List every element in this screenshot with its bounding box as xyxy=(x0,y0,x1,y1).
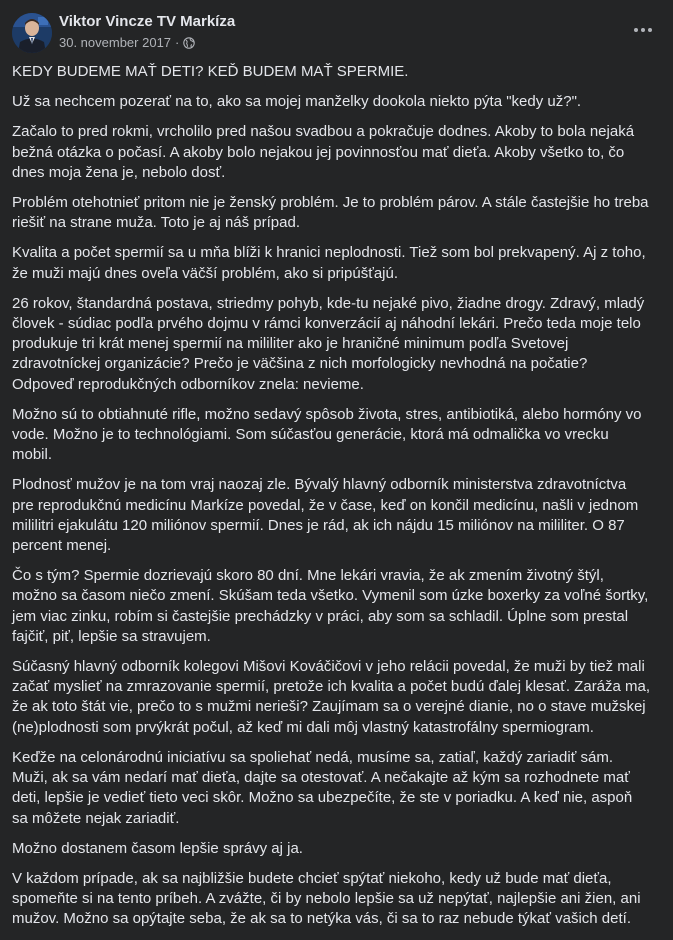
post-paragraph: Plodnosť mužov je na tom vraj naozaj zle. Bývalý hlavný odborník ministerstva zdravotníctva pre reprodukčnú medicínu Markíze povedal, že v čase, keď on končil medicínu, našli v jednom mililitri ejakulátu 120 miliónov spermií. Dnes je rád, ak ich nájdu 15 miliónov na mililiter. O 87 percent menej. xyxy=(12,476,639,555)
more-options-button[interactable] xyxy=(625,16,661,44)
post-meta xyxy=(59,35,195,50)
post-paragraph: Keďže na celonárodnú iniciatívu sa spoliehať nedá, musíme sa, zatiaľ, každý zariadiť sám. Muži, ak sa vám nedarí mať dieťa, dajte sa otestovať. A nečakajte až kým sa rozhodnete mať deti, lepšie je vedieť tieto veci skôr. Možno sa ubezpečíte, že ste v poriadku. A keď nie, aspoň sa môžete nejak zariadiť. xyxy=(12,748,633,827)
author-avatar[interactable] xyxy=(12,13,52,53)
globe-icon[interactable] xyxy=(183,37,195,49)
post-date[interactable]: 30. november 2017 xyxy=(59,35,172,50)
post-paragraph: Možno dostanem časom lepšie správy aj ja. xyxy=(12,839,303,857)
more-options-icon xyxy=(634,28,638,32)
post-body xyxy=(12,62,652,940)
meta-separator: · xyxy=(175,35,180,50)
post-paragraph: Kvalita a počet spermií sa u mňa blíži k hranici neplodnosti. Tiež som bol prekvapený. Aj z toho, že muži majú dnes oveľa väčší problém, ako si pripúšťajú. xyxy=(12,244,646,282)
avatar-image xyxy=(12,13,52,53)
more-options-icon-dot xyxy=(641,28,645,32)
post-paragraph: Možno sú to obtiahnuté rifle, možno sedavý spôsob života, stres, antibiotiká, alebo hormóny vo vode. Možno je to technológiami. Som súčasťou generácie, ktorá má odmalička vo vrecku mobil. xyxy=(12,405,642,464)
author-name[interactable]: Viktor Vincze TV Markíza xyxy=(59,13,236,30)
post-paragraph: Už sa nechcem pozerať na to, ako sa mojej manželky dookola niekto pýta "kedy už?". xyxy=(12,93,582,111)
post-paragraph: Čo s tým? Spermie dozrievajú skoro 80 dní. Mne lekári vravia, že ak zmením životný štýl, možno sa časom niečo zmení. Skúšam teda všetko. Vymenil som úzke boxerky za voľné šortky, jem viac zinku, robím si častejšie prechádzky v práci, aby som sa schladil. Úplne som prestal fajčiť, piť, lepšie sa stravujem. xyxy=(12,567,649,645)
post-paragraph: 26 rokov, štandardná postava, striedmy pohyb, kde-tu nejaké pivo, žiadne drogy. Zdravý, mladý človek - súdiac podľa prvého dojmu v rámci konverzácií aj náhodní lekári. Prečo teda moje telo produkuje tri krát menej spermií na mililiter ako je hraničné minimum podľa Svetovej zdravotníckej organizácie? Prečo je väčšina z nich morfologicky nevhodná na počatie? Odpoveď reprodukčných odborníkov znela: nevieme. xyxy=(12,294,645,393)
post-paragraph: Problém otehotnieť pritom nie je ženský problém. Je to problém párov. A stále častejšie ho treba riešiť na strane muža. Toto je aj náš prípad. xyxy=(12,194,649,232)
more-options-icon-dot xyxy=(648,28,652,32)
post-paragraph: KEDY BUDEME MAŤ DETI? KEĎ BUDEM MAŤ SPERMIE. xyxy=(12,63,409,80)
post-paragraph: Súčasný hlavný odborník kolegovi Mišovi Kováčičovi v jeho relácii povedal, že muži by tiež mali začať myslieť na zmrazovanie spermií, pretože ich kvalita a počet budú ďalej klesať. Zaráža ma, že ak toto štát vie, prečo to s mužmi nerieši? Zaujímam sa o verejné dianie, no o stave mužskej (ne)plodnosti som prvýkrát počul, až keď mi dali môj vlastný katastrofálny spermiogram. xyxy=(12,658,651,736)
post-paragraph: Začalo to pred rokmi, vrcholilo pred našou svadbou a pokračuje dodnes. Akoby to bola nejaká bežná otázka o počasí. A akoby bolo nejakou jej povinnosťou mať dieťa. Akoby všetko to, čo dnes moja žena je, nebolo dosť. xyxy=(12,123,635,181)
post-header xyxy=(12,12,661,54)
post-paragraph: V každom prípade, ak sa najbližšie budete chcieť spýtať niekoho, kedy už bude mať dieťa, spomeňte si na tento príbeh. A zvážte, či by nebolo lepšie sa už nepýtať, najlepšie ani žien, ani mužov. Možno sa opýtajte seba, že ak sa to netýka vás, či sa to raz nebude týkať vašich detí. xyxy=(12,869,641,928)
